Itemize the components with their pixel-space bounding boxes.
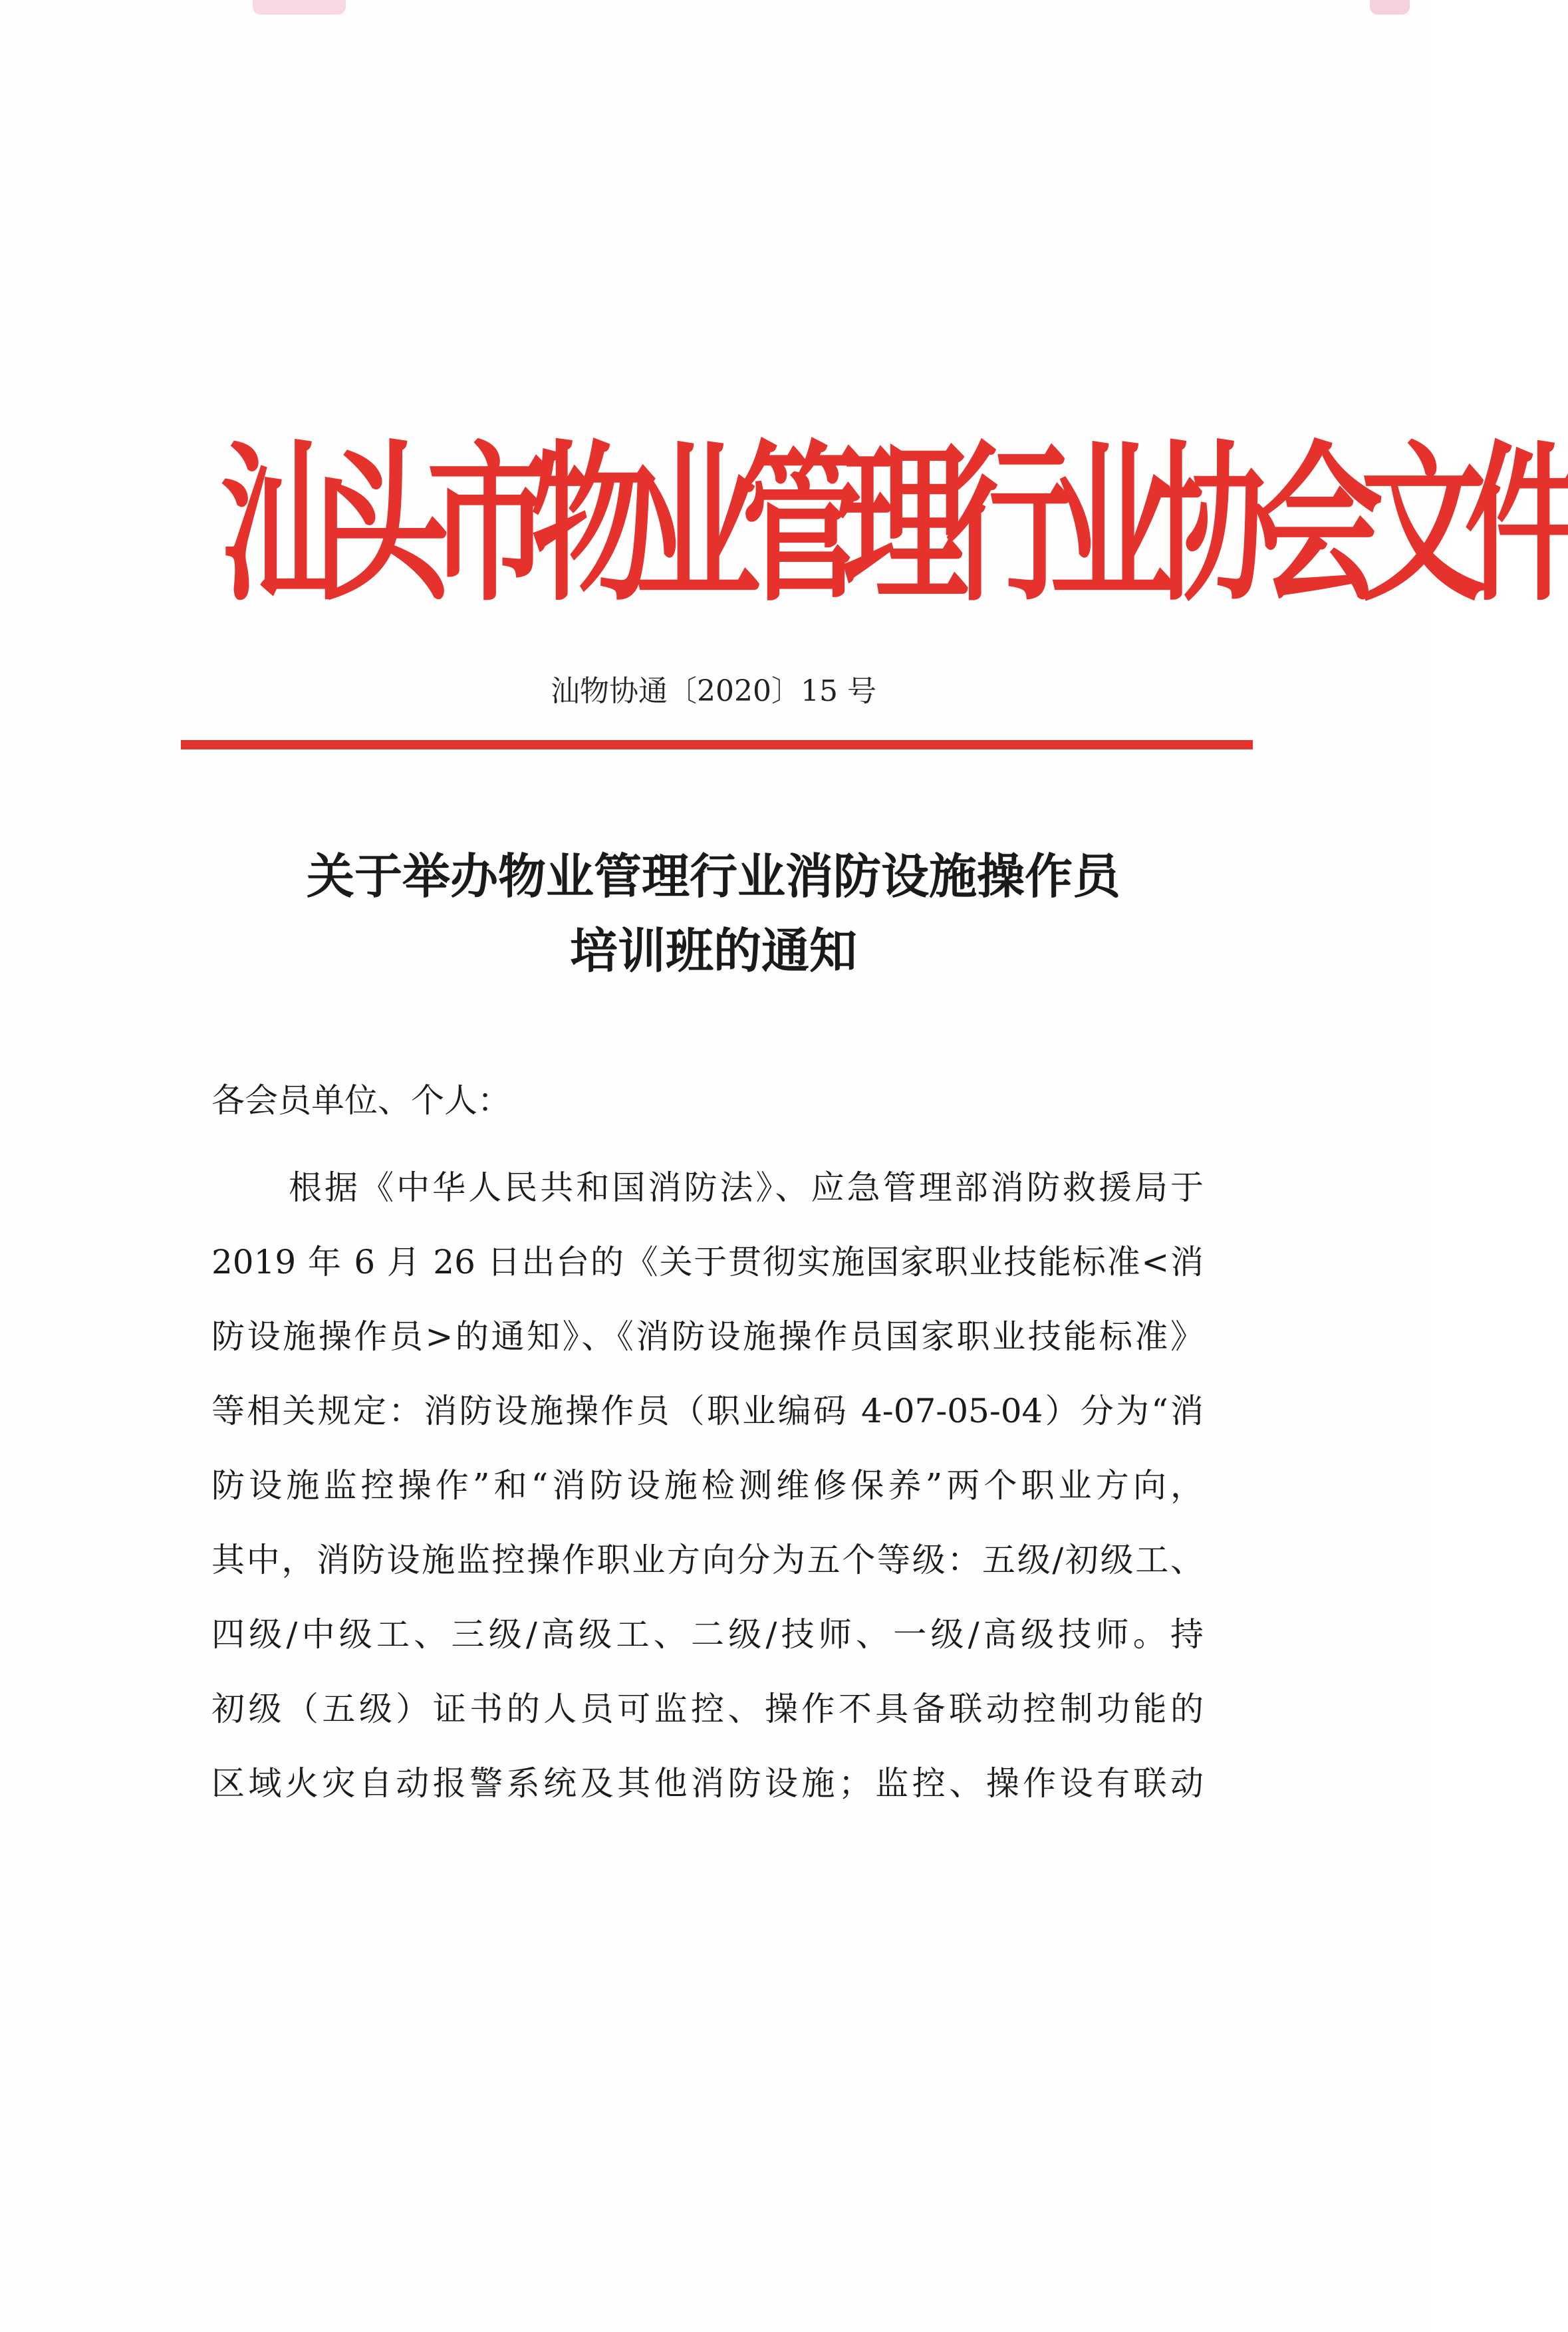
body-paragraph [211,1150,1204,1821]
document-number: 汕物协通〔2020〕15 号 [551,674,876,708]
seal-ink-mark [253,0,346,15]
body-line: 2019 年 6 月 26 日出台的《关于贯彻实施国家职业技能标准<消 [211,1243,1204,1281]
notice-title-line-1: 关于举办物业管理行业消防设施操作员 [306,848,1120,904]
seal-ink-mark [1370,0,1410,15]
body-line: 根据《中华人民共和国消防法》、应急管理部消防救援局于 [289,1168,1204,1207]
body-line: 防设施监控操作”和“消防设施检测维修保养”两个职业方向， [211,1466,1204,1505]
salutation: 各会员单位、个人： [211,1081,511,1120]
notice-title-line-2: 培训班的通知 [569,922,857,979]
body-line: 区域火灾自动报警系统及其他消防设施；监控、操作设有联动 [211,1764,1204,1803]
body-line: 防设施操作员>的通知》、《消防设施操作员国家职业技能标准》 [211,1317,1204,1356]
notice-title [0,839,1427,988]
body-line: 初级（五级）证书的人员可监控、操作不具备联动控制功能的 [211,1690,1204,1728]
document-header-title: 汕头市物业管理行业协会文件 [219,426,1568,624]
body-line: 等相关规定：消防设施操作员（职业编码 4-07-05-04）分为“消 [211,1392,1204,1430]
body-line: 其中，消防设施监控操作职业方向分为五个等级：五级/初级工、 [211,1541,1204,1579]
red-divider-line [181,740,1253,749]
body-line: 四级/中级工、三级/高级工、二级/技师、一级/高级技师。持 [211,1615,1204,1654]
